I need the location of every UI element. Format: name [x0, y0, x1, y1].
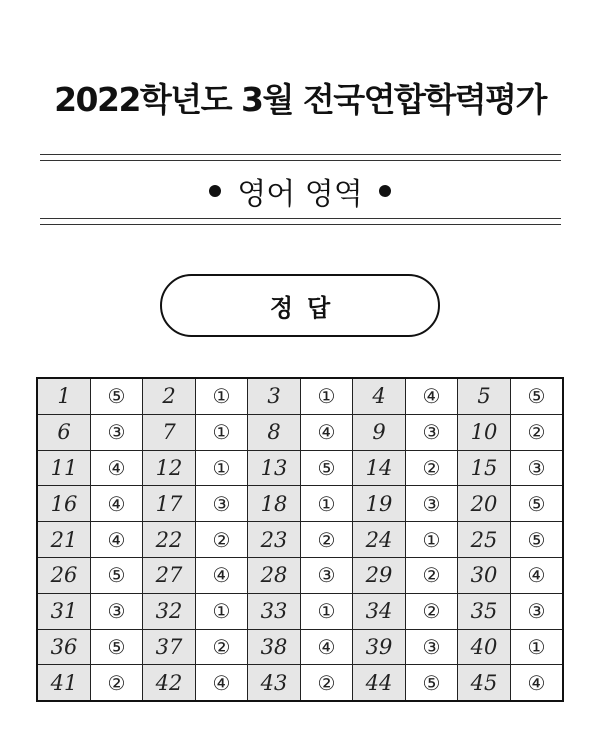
answer-choice: ①: [196, 593, 248, 629]
answer-choice: ③: [511, 450, 564, 486]
question-number: 16: [37, 486, 91, 522]
answer-choice: ①: [301, 593, 353, 629]
answer-choice: ②: [511, 414, 564, 450]
question-number: 35: [458, 593, 511, 629]
question-number: 6: [37, 414, 91, 450]
answer-choice: ④: [301, 629, 353, 665]
answer-choice: ⑤: [406, 665, 458, 701]
answer-choice: ④: [511, 557, 564, 593]
question-number: 41: [37, 665, 91, 701]
answer-key-label: 정답: [160, 274, 440, 337]
question-number: 22: [143, 522, 196, 558]
question-number: 44: [353, 665, 406, 701]
question-number: 45: [458, 665, 511, 701]
answer-choice: ⑤: [511, 522, 564, 558]
question-number: 17: [143, 486, 196, 522]
answer-choice: ④: [196, 665, 248, 701]
question-number: 1: [37, 378, 91, 414]
question-number: 34: [353, 593, 406, 629]
answer-choice: ⑤: [511, 486, 564, 522]
question-number: 43: [248, 665, 301, 701]
answer-table-body: [37, 378, 563, 701]
title-divider-top: [40, 154, 561, 161]
answer-choice: ②: [301, 522, 353, 558]
answer-choice: ④: [91, 450, 143, 486]
answer-choice: ①: [196, 450, 248, 486]
answer-choice: ①: [301, 378, 353, 414]
question-number: 11: [37, 450, 91, 486]
question-number: 10: [458, 414, 511, 450]
answer-choice: ③: [301, 557, 353, 593]
answer-choice: ③: [91, 414, 143, 450]
answer-choice: ③: [91, 593, 143, 629]
answer-row: [37, 522, 563, 558]
question-number: 25: [458, 522, 511, 558]
question-number: 3: [248, 378, 301, 414]
subject-label: 영어 영역: [237, 177, 363, 212]
answer-choice: ①: [301, 486, 353, 522]
answer-table: [36, 377, 564, 702]
question-number: 36: [37, 629, 91, 665]
answer-row: [37, 450, 563, 486]
answer-row: [37, 593, 563, 629]
question-number: 9: [353, 414, 406, 450]
question-number: 19: [353, 486, 406, 522]
question-number: 5: [458, 378, 511, 414]
question-number: 31: [37, 593, 91, 629]
question-number: 40: [458, 629, 511, 665]
answer-choice: ④: [196, 557, 248, 593]
question-number: 21: [37, 522, 91, 558]
answer-choice: ③: [406, 486, 458, 522]
question-number: 14: [353, 450, 406, 486]
answer-choice: ①: [196, 378, 248, 414]
question-number: 7: [143, 414, 196, 450]
answer-choice: ④: [301, 414, 353, 450]
question-number: 32: [143, 593, 196, 629]
question-number: 15: [458, 450, 511, 486]
question-number: 20: [458, 486, 511, 522]
answer-choice: ①: [406, 522, 458, 558]
answer-choice: ③: [406, 414, 458, 450]
answer-choice: ④: [91, 522, 143, 558]
answer-choice: ②: [406, 557, 458, 593]
answer-choice: ②: [91, 665, 143, 701]
answer-row: [37, 486, 563, 522]
answer-choice: ②: [196, 522, 248, 558]
question-number: 18: [248, 486, 301, 522]
answer-choice: ②: [301, 665, 353, 701]
answer-choice: ③: [196, 486, 248, 522]
question-number: 23: [248, 522, 301, 558]
question-number: 26: [37, 557, 91, 593]
question-number: 37: [143, 629, 196, 665]
question-number: 27: [143, 557, 196, 593]
answer-row: [37, 665, 563, 701]
answer-row: [37, 414, 563, 450]
question-number: 30: [458, 557, 511, 593]
answer-choice: ③: [511, 593, 564, 629]
answer-choice: ④: [406, 378, 458, 414]
bullet-left-icon: [209, 185, 221, 197]
answer-row: [37, 378, 563, 414]
question-number: 39: [353, 629, 406, 665]
question-number: 12: [143, 450, 196, 486]
answer-choice: ⑤: [511, 378, 564, 414]
question-number: 24: [353, 522, 406, 558]
answer-row: [37, 629, 563, 665]
subject-heading: [0, 164, 600, 218]
exam-title: 2022학년도 3월 전국연합학력평가: [54, 80, 546, 119]
question-number: 38: [248, 629, 301, 665]
answer-choice: ①: [511, 629, 564, 665]
answer-choice: ①: [196, 414, 248, 450]
title-divider-bottom: [40, 218, 561, 225]
answer-choice: ⑤: [91, 629, 143, 665]
answer-choice: ③: [406, 629, 458, 665]
question-number: 2: [143, 378, 196, 414]
answer-choice: ②: [196, 629, 248, 665]
answer-choice: ④: [91, 486, 143, 522]
answer-row: [37, 557, 563, 593]
answer-choice: ②: [406, 450, 458, 486]
answer-choice: ⑤: [91, 557, 143, 593]
answer-choice: ④: [511, 665, 564, 701]
question-number: 29: [353, 557, 406, 593]
answer-choice: ②: [406, 593, 458, 629]
question-number: 33: [248, 593, 301, 629]
bullet-right-icon: [379, 185, 391, 197]
question-number: 8: [248, 414, 301, 450]
question-number: 4: [353, 378, 406, 414]
question-number: 13: [248, 450, 301, 486]
answer-choice: ⑤: [91, 378, 143, 414]
answer-choice: ⑤: [301, 450, 353, 486]
question-number: 42: [143, 665, 196, 701]
question-number: 28: [248, 557, 301, 593]
